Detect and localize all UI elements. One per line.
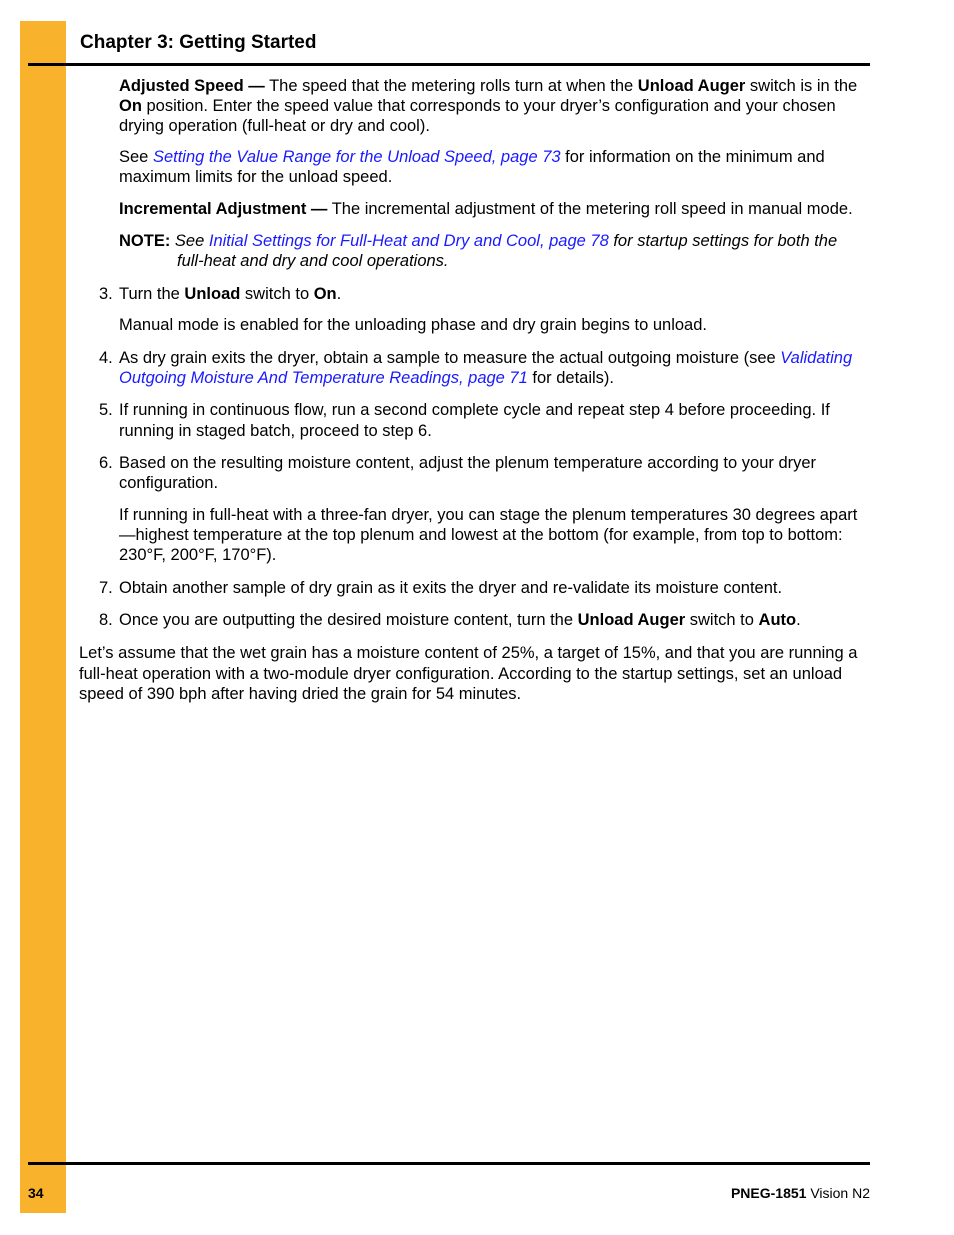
step-number: 3.: [99, 285, 113, 303]
step-number: 7.: [99, 579, 113, 597]
text: switch to: [240, 285, 314, 303]
summary-line2: full-heat operation with a two-module dryer configuration. According to the startup settings, set an unload: [79, 665, 843, 683]
step4-line1: [119, 348, 874, 368]
incremental-adjustment: [119, 199, 874, 219]
text: As dry grain exits the dryer, obtain a sample to measure the actual outgoing moisture (see: [119, 349, 781, 367]
incremental-term: Incremental Adjustment —: [119, 200, 328, 218]
note-label: NOTE:: [119, 232, 171, 250]
text: Once you are outputting the desired moisture content, turn the: [119, 611, 578, 629]
step-number: 6.: [99, 454, 113, 472]
text: See: [170, 232, 209, 250]
auto-label: Auto: [758, 611, 797, 629]
adjusted-speed-term: Adjusted Speed —: [119, 77, 265, 95]
step6-line1: Based on the resulting moisture content, adjust the plenum temperature according to your dryer: [119, 454, 817, 472]
document-id: [731, 1183, 870, 1203]
doc-code: PNEG-1851: [730, 1185, 807, 1201]
text: .: [336, 285, 342, 303]
step7-text: Obtain another sample of dry grain as it exits the dryer and re-validate its moisture content.: [119, 579, 783, 597]
text: switch is in the: [745, 77, 858, 95]
text: position. Enter the speed value that corresponds to your dryer’s configuration and your chosen: [141, 97, 836, 115]
text: See: [119, 148, 153, 166]
unload-auger-label: Unload Auger: [637, 77, 746, 95]
validating-moisture-link[interactable]: Validating: [780, 349, 853, 367]
step6-sub1: If running in full-heat with a three-fan dryer, you can stage the plenum temperatures 30 degrees apart: [119, 506, 858, 524]
text: .: [796, 611, 801, 629]
doc-name: Vision N2: [810, 1185, 870, 1201]
step8-text: [119, 610, 874, 630]
note-line2: full-heat and dry and cool operations.: [177, 252, 449, 270]
header-rule: [28, 63, 870, 66]
side-color-band: [20, 21, 66, 1213]
step-number: 8.: [99, 611, 113, 629]
step6-sub2: —highest temperature at the top plenum and lowest at the bottom (for example, from top to bottom:: [119, 526, 843, 544]
footer-rule: [28, 1162, 870, 1165]
step3-sub: Manual mode is enabled for the unloading phase and dry grain begins to unload.: [119, 316, 707, 334]
on-label: On: [119, 97, 142, 115]
unload-auger-label: Unload Auger: [577, 611, 686, 629]
on-label: On: [313, 285, 337, 303]
page-number: 34: [28, 1185, 44, 1201]
initial-settings-link[interactable]: Initial Settings for Full-Heat and Dry and Cool, page 78: [208, 232, 609, 250]
text: for information on the minimum and: [560, 148, 825, 166]
text: The speed that the metering rolls turn at when the: [264, 77, 638, 95]
step6-sub3: 230°F, 200°F, 170°F).: [119, 546, 277, 564]
text: for details).: [527, 369, 614, 387]
see-setting-line2: maximum limits for the unload speed.: [119, 168, 393, 186]
adjusted-speed-line3: drying operation (full-heat or dry and cool).: [119, 117, 430, 135]
adjusted-speed-line2: [119, 96, 874, 116]
setting-value-range-link[interactable]: Setting the Value Range for the Unload Speed, page 73: [152, 148, 561, 166]
step-number: 4.: [99, 349, 113, 367]
adjusted-speed-line1: [119, 76, 874, 96]
summary-line3: speed of 390 bph after having dried the grain for 54 minutes.: [79, 685, 522, 703]
see-setting-line1: [119, 147, 874, 167]
step5-line1: If running in continuous flow, run a second complete cycle and repeat step 4 before proceeding. If: [119, 401, 830, 419]
text: switch to: [685, 611, 759, 629]
unload-label: Unload: [184, 285, 241, 303]
step5-line2: running in staged batch, proceed to step 6.: [119, 422, 432, 440]
note-line1: [119, 231, 874, 251]
step4-line2: [119, 368, 874, 388]
text: The incremental adjustment of the metering roll speed in manual mode.: [327, 200, 853, 218]
step3-text: [119, 284, 874, 304]
validating-moisture-link[interactable]: Outgoing Moisture And Temperature Readings, page 71: [119, 369, 528, 387]
chapter-title: Chapter 3: Getting Started: [80, 32, 317, 53]
text: for startup settings for both the: [608, 232, 838, 250]
step-number: 5.: [99, 401, 113, 419]
text: Turn the: [119, 285, 185, 303]
step6-line2: configuration.: [119, 474, 219, 492]
summary-line1: Let’s assume that the wet grain has a moisture content of 25%, a target of 15%, and that you are running a: [79, 644, 858, 662]
